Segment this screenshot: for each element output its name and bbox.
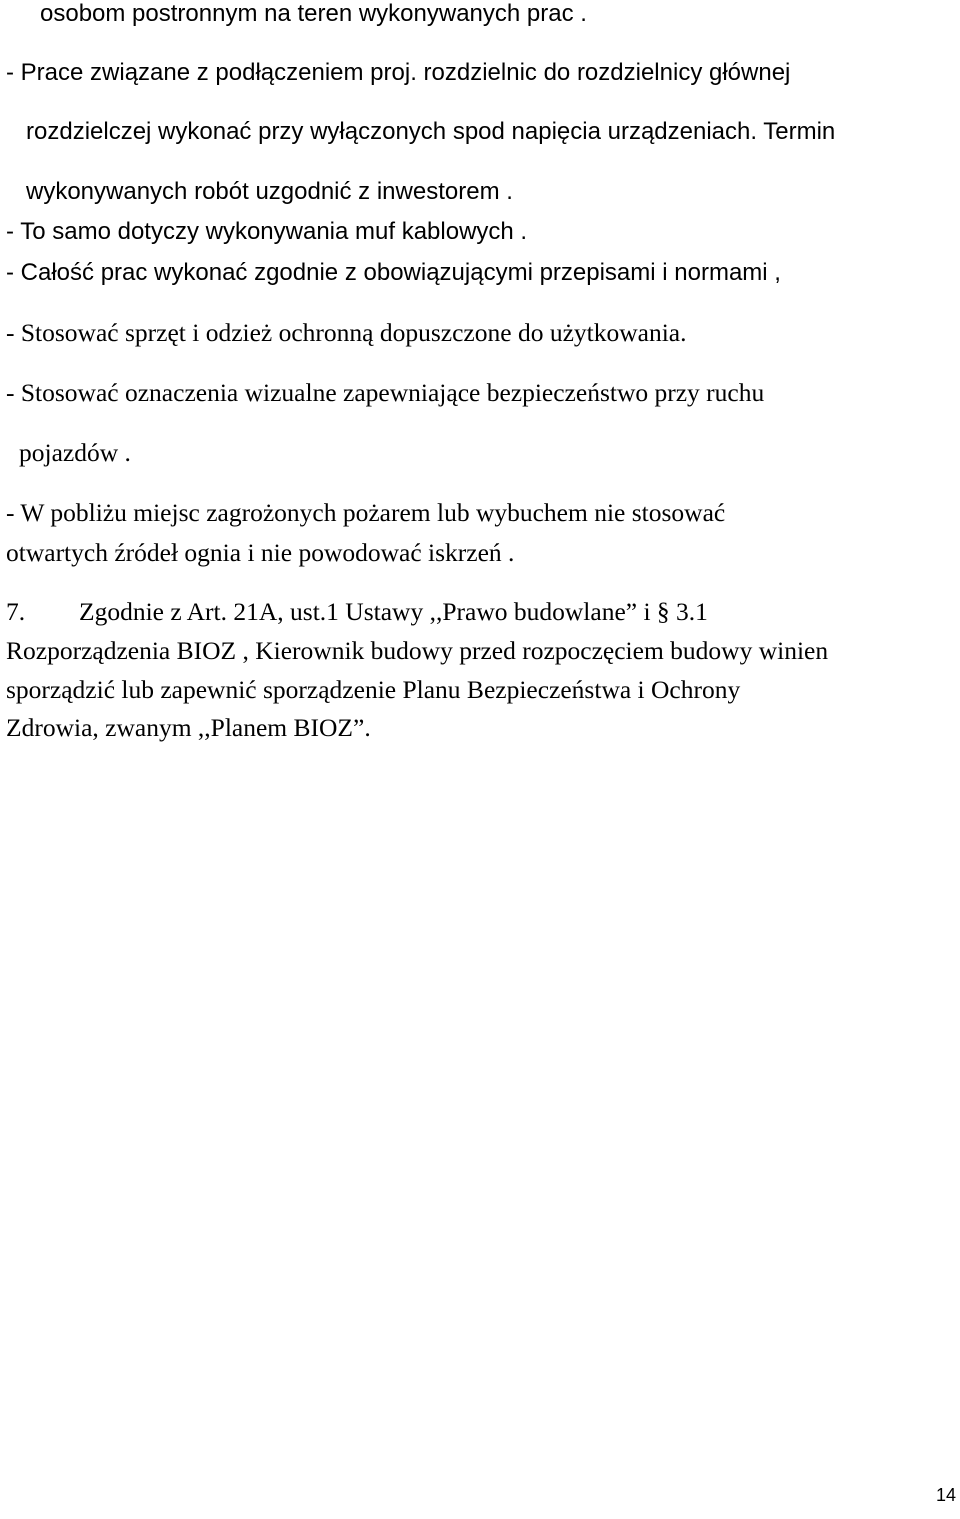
text-line-11: otwartych źródeł ognia i nie powodować iskrzeń . (6, 538, 515, 567)
item-7-continuation-3: Zdrowia, zwanym ,,Planem BIOZ”. (6, 713, 371, 742)
text-line-6: - Całość prac wykonać zgodnie z obowiązującymi przepisami i normami , (6, 259, 781, 286)
item-7-text: Zgodnie z Art. 21A, ust.1 Ustawy ,,Prawo budowlane” i § 3.1 (79, 597, 708, 626)
text-line-2: - Prace związane z podłączeniem proj. rozdzielnic do rozdzielnicy głównej (6, 59, 791, 86)
item-7-continuation-1: Rozporządzenia BIOZ , Kierownik budowy przed rozpoczęciem budowy winien (6, 636, 829, 665)
text-line-10: - W pobliżu miejsc zagrożonych pożarem lub wybuchem nie stosować (6, 498, 726, 527)
item-7-line (6, 597, 708, 627)
text-line-3: rozdzielczej wykonać przy wyłączonych spod napięcia urządzeniach. Termin (26, 118, 836, 145)
text-line-5: - To samo dotyczy wykonywania muf kablowych . (6, 218, 528, 245)
text-line-4: wykonywanych robót uzgodnić z inwestorem . (26, 178, 513, 205)
text-line-7: - Stosować sprzęt i odzież ochronną dopuszczone do użytkowania. (6, 318, 687, 347)
text-line-8: - Stosować oznaczenia wizualne zapewniające bezpieczeństwo przy ruchu (6, 378, 765, 407)
text-line-1: osobom postronnym na teren wykonywanych prac . (40, 0, 587, 27)
item-7-continuation-2: sporządzić lub zapewnić sporządzenie Planu Bezpieczeństwa i Ochrony (6, 675, 741, 704)
item-7-number: 7. (6, 597, 26, 626)
page-number: 14 (936, 1485, 957, 1505)
text-line-9: pojazdów . (19, 438, 131, 467)
